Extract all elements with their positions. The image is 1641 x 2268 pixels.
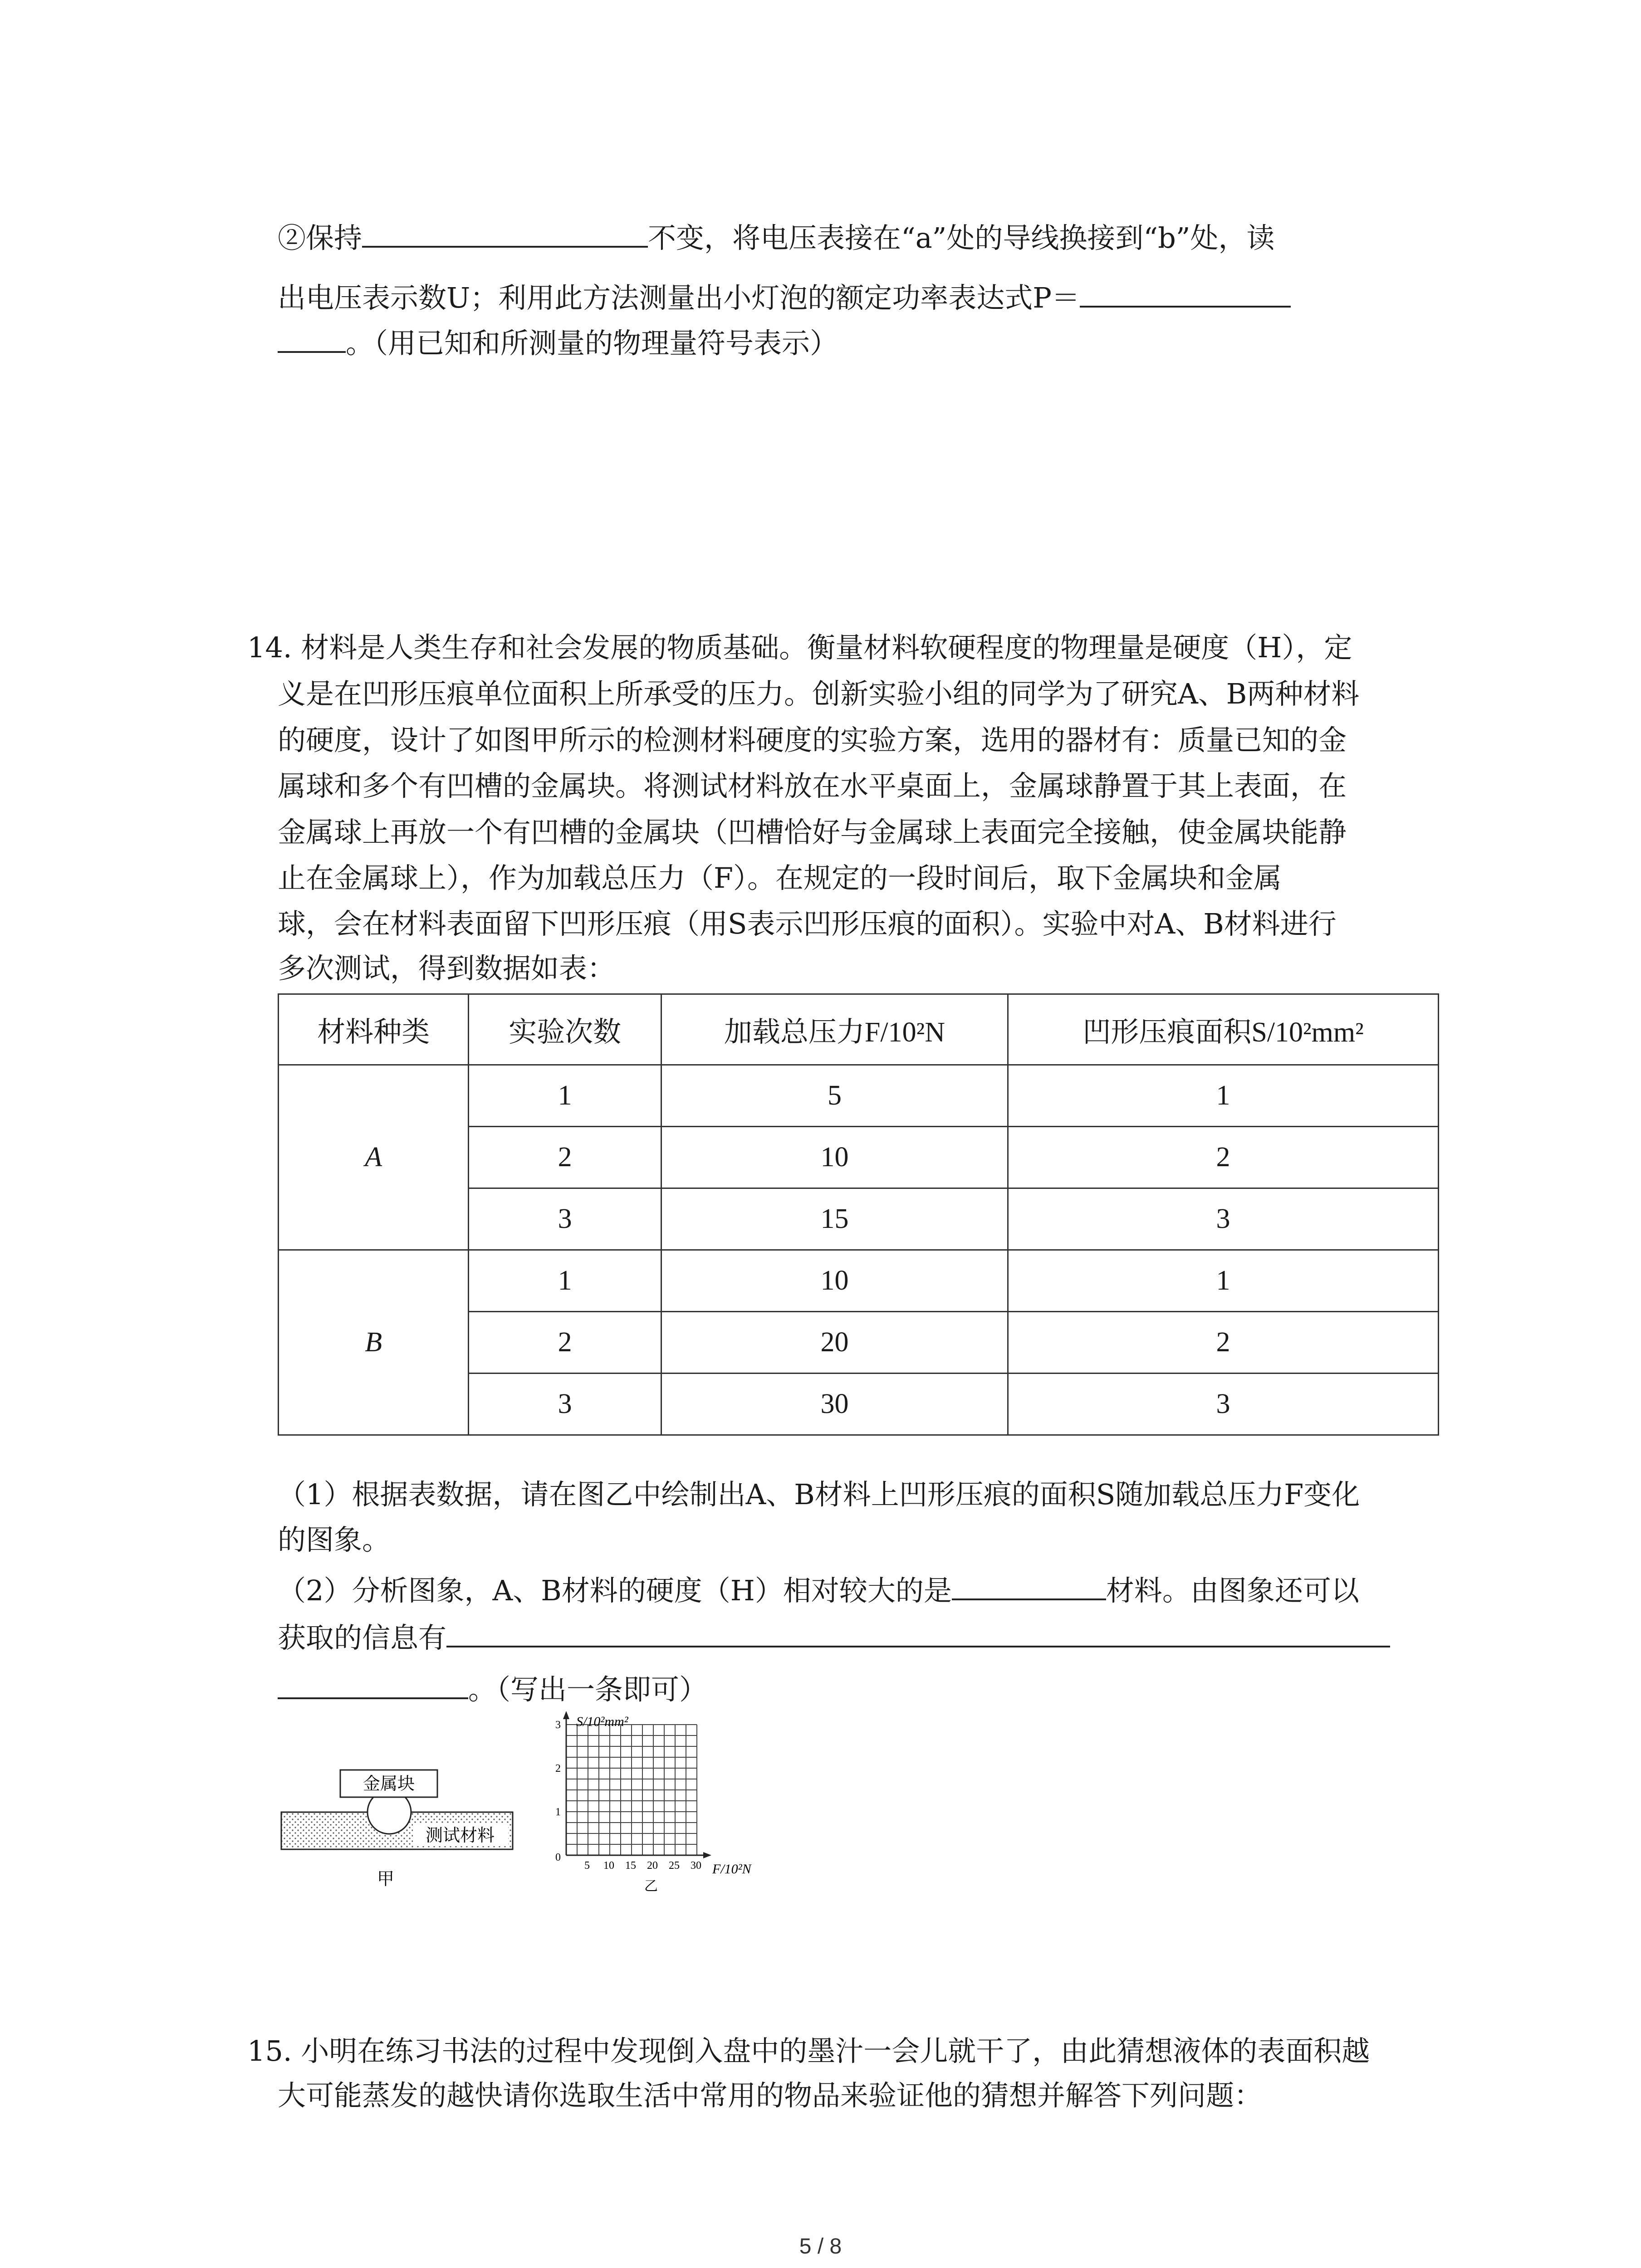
table-cell: 3 [469,1188,661,1250]
y-tick-label: 2 [555,1763,561,1774]
x-axis-arrow [703,1852,711,1858]
table-cell: 3 [1008,1188,1439,1250]
table-cell: 10 [661,1250,1008,1312]
x-tick-label: 10 [603,1860,614,1872]
q13-line-3 [278,323,838,362]
q13-blank-1[interactable] [362,218,648,248]
table-cell: 20 [661,1312,1008,1374]
y-axis-label: S/10²mm² [576,1714,628,1729]
table-cell: 10 [661,1127,1008,1188]
q14-line-7: 球，会在材料表面留下凹形压痕（用S表示凹形压痕的面积）。实验中对A、B材料进行 [278,907,1337,940]
table-row [279,1065,1439,1127]
table-cell: 1 [1008,1065,1439,1127]
q14-blank-info[interactable] [446,1618,1390,1647]
q14-blank-harder-material[interactable] [952,1570,1106,1600]
q13-text-line2: 出电压表示数U；利用此方法测量出小灯泡的额定功率表达式P＝ [278,281,1080,314]
q14-blank-info-cont[interactable] [278,1669,468,1699]
q14-sub2-line-1 [278,1570,1359,1609]
q14-line-6: 止在金属球上），作为加载总压力（F）。在规定的一段时间后，取下金属块和金属 [278,861,1282,894]
metal-block-label: 金属块 [362,1774,415,1794]
q15-line-1: 15. 小明在练习书法的过程中发现倒入盘中的墨汁一会儿就干了，由此猜想液体的表面积越 [247,2034,1370,2068]
table-cell: 1 [469,1250,661,1312]
q14-line-8: 多次测试，得到数据如表： [278,952,616,985]
q14-sub2-line-3 [278,1669,707,1708]
table-row [279,1250,1439,1312]
q13-text-rest: 不变，将电压表接在“a”处的导线换接到“b”处，读 [648,221,1275,254]
graph-grid [566,1725,697,1855]
x-tick-label: 20 [647,1860,658,1872]
q14-line-5: 金属球上再放一个有凹槽的金属块（凹槽恰好与金属球上表面完全接触，使金属块能静 [278,816,1347,849]
y-axis-arrow [563,1711,569,1719]
q13-line-2 [278,278,1291,316]
q13-text-line3: 。（用已知和所测量的物理量符号表示） [346,327,838,360]
material-cell-b: B [279,1250,469,1435]
q13-blank-2[interactable] [1080,278,1291,308]
q13-line-1 [278,218,1274,256]
table-cell: 1 [1008,1250,1439,1312]
x-tick-label: 25 [669,1860,680,1872]
q14-sub2-note: 。（写出一条即可） [468,1673,708,1706]
y-tick-label: 3 [555,1719,561,1731]
table-header-cell: 实验次数 [469,994,661,1065]
q14-sub2-text: （2）分析图象，A、B材料的硬度（H）相对较大的是 [278,1574,952,1607]
q15-line-2: 大可能蒸发的越快请你选取生活中常用的物品来验证他的猜想并解答下列问题： [278,2079,1263,2112]
table-header-cell: 加载总压力F/10²N [661,994,1008,1065]
test-material-label: 测试材料 [425,1825,495,1845]
q14-sub2-info-label: 获取的信息有 [278,1621,447,1654]
table-cell: 3 [469,1374,661,1435]
q13-text-keep: ②保持 [278,221,362,254]
q14-line-1: 14. 材料是人类生存和社会发展的物质基础。衡量材料软硬程度的物理量是硬度（H），定 [247,631,1352,664]
table-cell: 30 [661,1374,1008,1435]
q14-sub2-text-end: 材料。由图象还可以 [1106,1574,1359,1607]
figure-jia [272,1755,526,1901]
q13-blank-3[interactable] [278,323,346,353]
y-tick-label: 1 [555,1806,561,1818]
origin-label: 0 [555,1852,561,1863]
q14-sub1-line-1: （1）根据表数据，请在图乙中绘制出A、B材料上凹形压痕的面积S随加载总压力F变化 [278,1478,1360,1511]
page-number: 5 / 8 [799,2234,842,2258]
x-axis-label: F/10²N [712,1862,751,1877]
q14-line-3: 的硬度，设计了如图甲所示的检测材料硬度的实验方案，选用的器材有：质量已知的金 [278,723,1347,757]
table-header-cell: 凹形压痕面积S/10²mm² [1008,994,1439,1065]
q14-sub1-line-2: 的图象。 [278,1523,391,1556]
table-cell: 2 [469,1127,661,1188]
q14-line-4: 属球和多个有凹槽的金属块。将测试材料放在水平桌面上，金属球静置于其上表面，在 [278,769,1347,802]
x-tick-label: 15 [625,1860,636,1872]
hardness-data-table [278,993,1439,1436]
q14-line-2: 义是在凹形压痕单位面积上所承受的压力。创新实验小组的同学为了研究A、B两种材料 [278,677,1360,710]
table-header-row [279,994,1439,1065]
table-cell: 2 [1008,1312,1439,1374]
table-cell: 5 [661,1065,1008,1127]
table-cell: 1 [469,1065,661,1127]
table-cell: 15 [661,1188,1008,1250]
table-cell: 3 [1008,1374,1439,1435]
x-tick-label: 30 [691,1860,701,1872]
table-cell: 2 [469,1312,661,1374]
figure-yi-caption: 乙 [644,1878,658,1894]
figure-jia-caption: 甲 [377,1869,395,1889]
figure-yi-graph [540,1706,794,1901]
material-cell-a: A [279,1065,469,1250]
x-tick-label: 5 [584,1860,590,1872]
table-cell: 2 [1008,1127,1439,1188]
table-header-cell: 材料种类 [279,994,469,1065]
q14-sub2-line-2 [278,1618,1390,1656]
